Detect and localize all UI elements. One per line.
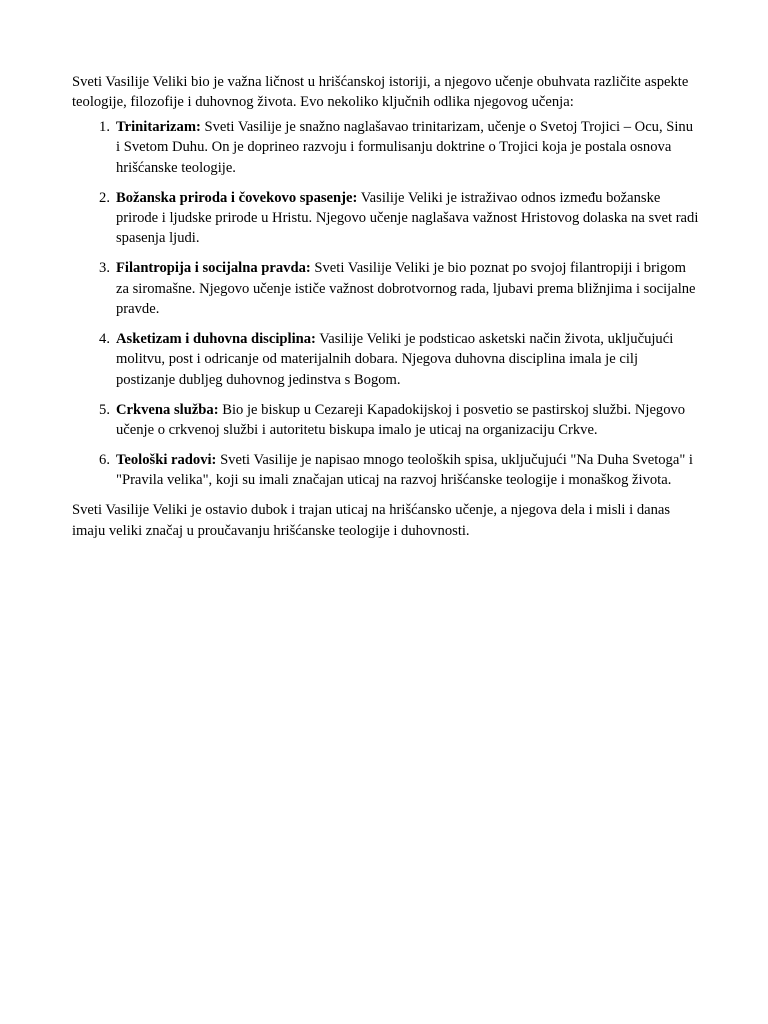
list-item-number: 2.	[99, 189, 110, 206]
closing-paragraph: Sveti Vasilije Veliki je ostavio dubok i trajan uticaj na hrišćansko učenje, a njegova dela i misli i danas imaju veliki značaj u proučavanju hrišćanske teologije i duhovnosti.	[72, 502, 671, 539]
list-item	[72, 188, 700, 249]
list-item-term: Trinitarizam:	[116, 118, 201, 135]
intro-paragraph: Sveti Vasilije Veliki bio je važna ličnost u hrišćanskoj istoriji, a njegovo učenje obuhvata različite aspekte teologije, filozofije i duhovnog života. Evo nekoliko ključnih odlika njegovog učenja:	[72, 74, 689, 111]
list-item-term: Asketizam i duhovna disciplina:	[116, 330, 316, 347]
list-item-term: Crkvena služba:	[116, 401, 219, 418]
list-item-number: 4.	[99, 330, 110, 347]
list-item-term: Božanska priroda i čovekovo spasenje:	[116, 189, 358, 206]
list-item-number: 1.	[99, 118, 110, 135]
list-item-number: 3.	[99, 260, 110, 277]
key-points-list	[72, 117, 700, 491]
list-item	[72, 329, 700, 390]
list-item-text: Vasilije Veliki je istraživao odnos između božanske prirode i ljudske prirode u Hristu. Njegovo učenje naglašava važnost Hristovog dolaska na svet radi spasenja ljudi.	[116, 189, 699, 247]
list-item-text: Sveti Vasilije je napisao mnogo teoloških spisa, uključujući "Na Duha Svetoga" i "Pravila velika", koji su imali značajan uticaj na razvoj hrišćanske teologije i monaškog života.	[116, 452, 693, 489]
list-item-term: Teološki radovi:	[116, 452, 217, 468]
list-item-number: 6.	[99, 452, 110, 468]
list-item	[72, 450, 700, 491]
list-item	[72, 400, 700, 441]
list-item-number: 5.	[99, 401, 110, 418]
list-item-text: Vasilije Veliki je podsticao asketski način života, uključujući molitvu, post i odricanje od materijalnih dobara. Njegova duhovna disciplina imala je cilj postizanje dubljeg duhovnog jedinstva s Bogom.	[116, 330, 674, 388]
list-item	[72, 258, 700, 319]
list-item-text: Sveti Vasilije Veliki je bio poznat po svojoj filantropiji i brigom za siromašne. Njegovo učenje ističe važnost dobrotvornog rada, ljubavi prema bližnjima i socijalne pravde.	[116, 260, 696, 318]
document-page	[72, 72, 700, 541]
list-item-term: Filantropija i socijalna pravda:	[116, 260, 311, 277]
list-item-text: Sveti Vasilije je snažno naglašavao trinitarizam, učenje o Svetoj Trojici – Ocu, Sinu i Svetom Duhu. On je doprineo razvoju i formulisanju doktrine o Trojici koja je postala osnova hrišćanske teologije.	[116, 118, 694, 176]
list-item-text: Bio je biskup u Cezareji Kapadokijskoj i posvetio se pastirskoj službi. Njegovo učenje o crkvenoj službi i autoritetu biskupa imalo je uticaj na organizaciju Crkve.	[116, 401, 686, 439]
list-item	[72, 117, 700, 178]
